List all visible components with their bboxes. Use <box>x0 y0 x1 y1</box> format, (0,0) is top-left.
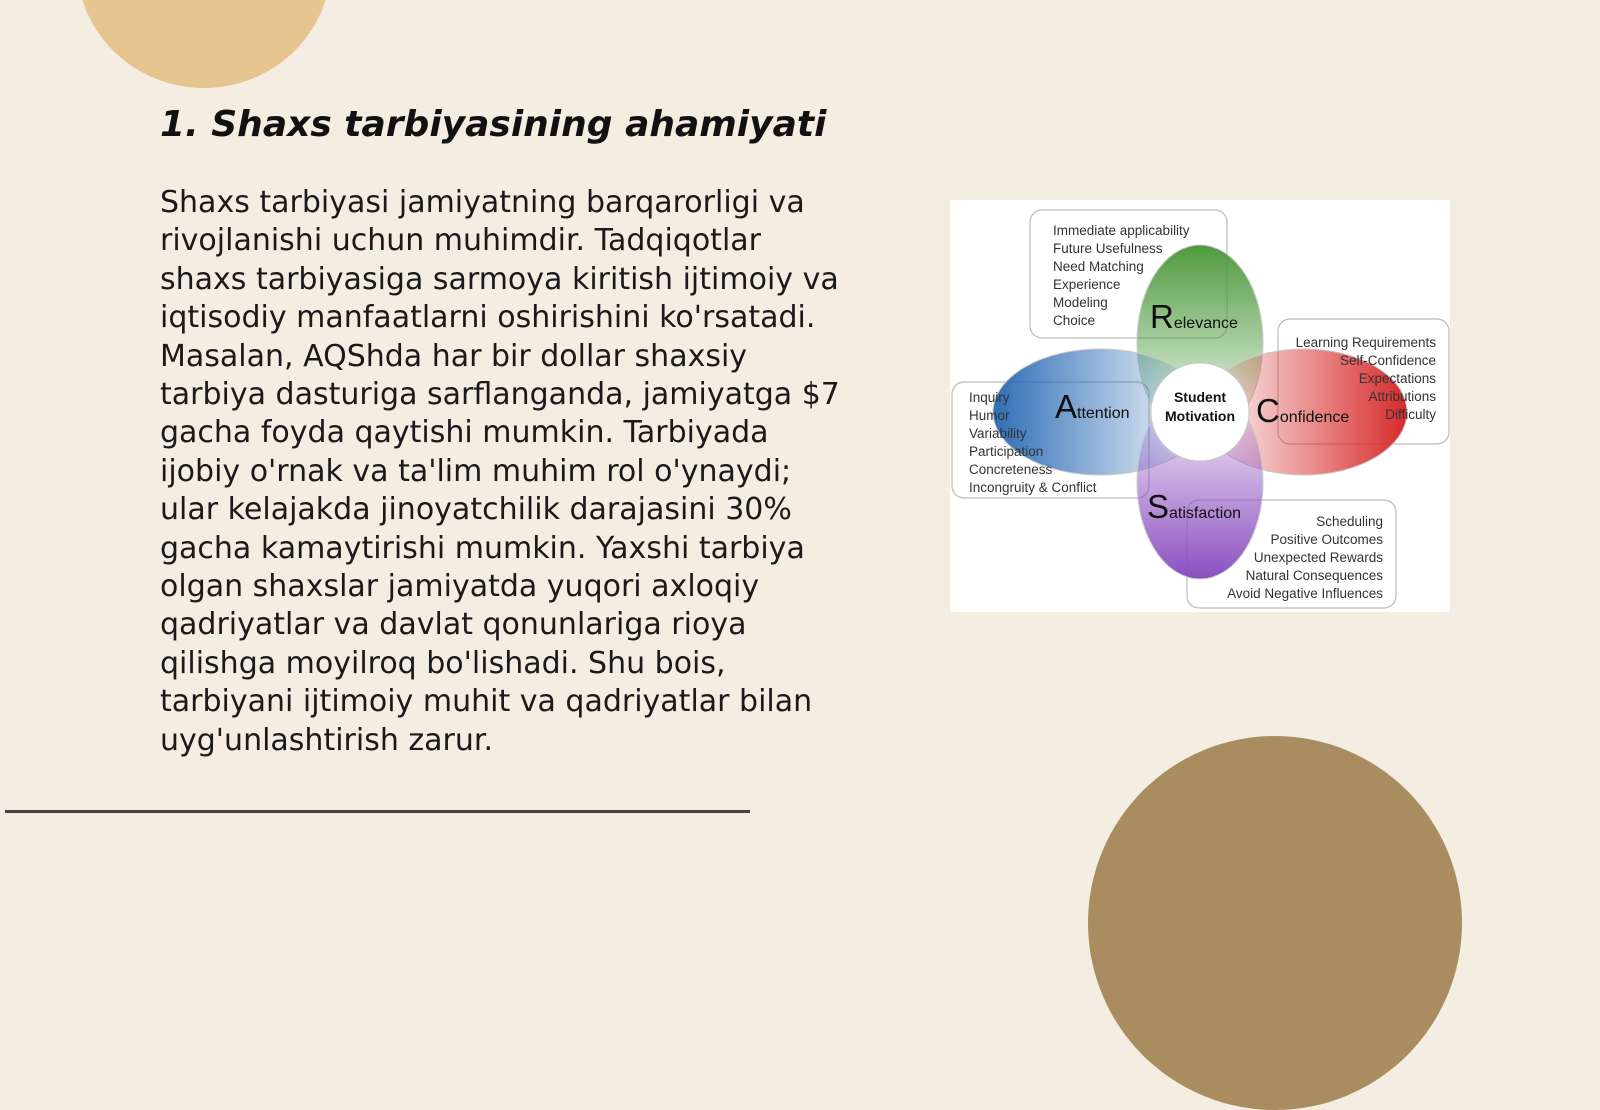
center-label-line1: Student <box>1173 389 1227 405</box>
list-item: Learning Requirements <box>1295 335 1436 350</box>
list-item: Participation <box>969 444 1044 459</box>
list-item: Incongruity & Conflict <box>969 480 1097 495</box>
list-item: Concreteness <box>969 462 1053 477</box>
list-item: Inquiry <box>969 390 1010 405</box>
list-item: Attributions <box>1368 389 1436 404</box>
footer-divider <box>5 810 750 813</box>
list-item: Natural Consequences <box>1245 568 1383 583</box>
list-item: Scheduling <box>1316 514 1383 529</box>
slide-title: 1. Shaxs tarbiyasining ahamiyati <box>160 104 827 145</box>
satisfaction-label: Satisfaction <box>1147 488 1242 525</box>
list-item: Unexpected Rewards <box>1253 550 1383 565</box>
list-item: Expectations <box>1358 371 1436 386</box>
list-item: Avoid Negative Influences <box>1227 586 1383 601</box>
list-item: Variability <box>969 426 1027 441</box>
list-item: Humor <box>969 408 1010 423</box>
relevance-label: Relevance <box>1150 298 1238 335</box>
attention-label: Attention <box>1055 388 1130 425</box>
decorative-circle-bottom <box>1088 736 1462 1110</box>
list-item: Modeling <box>1053 295 1108 310</box>
diagram-canvas <box>950 200 1450 612</box>
list-item: Self-Confidence <box>1339 353 1436 368</box>
center-label-line2: Motivation <box>1165 408 1235 424</box>
list-item: Need Matching <box>1053 259 1144 274</box>
list-item: Difficulty <box>1385 407 1436 422</box>
decorative-circle-top <box>77 0 331 88</box>
list-item: Positive Outcomes <box>1270 532 1383 547</box>
slide-body-text: Shaxs tarbiyasi jamiyatning barqarorligi va rivojlanishi uchun muhimdir. Tadqiqotlar shaxs tarbiyasiga sarmoya kiritish ijtimoiy va iqtisodiy manfaatlarni oshirishini ko'rsatadi. Masalan, AQShda har bir dollar shaxsiy tarbiya dasturiga sarflanganda, jamiyatga $7 gacha foyda qaytishi mumkin. Tarbiyada ijobiy o'rnak va ta'lim muhim rol o'ynaydi; ular kelajakda jinoyatchilik darajasini 30% gacha kamaytirishi mumkin. Yaxshi tarbiya olgan shaxslar jamiyatda yuqori axloqiy qadriyatlar va davlat qonunlariga rioya qilishga moyilroq bo'lishadi. Shu bois, tarbiyani ijtimoiy muhit va qadriyatlar bilan uyg'unlashtirish zarur. <box>160 185 840 758</box>
list-item: Experience <box>1053 277 1121 292</box>
arcs-motivation-diagram <box>950 200 1450 612</box>
list-item: Immediate applicability <box>1053 223 1190 238</box>
list-item: Choice <box>1053 313 1096 328</box>
list-item: Future Usefulness <box>1053 241 1163 256</box>
confidence-label: Confidence <box>1256 392 1350 429</box>
